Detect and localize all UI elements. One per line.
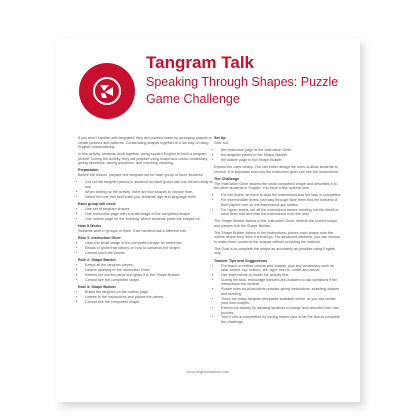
- list-item: • For higher levels, cut off the instructions before handing out the sheet or have them fold and hide the instructions from the start.: [221, 208, 342, 217]
- list-item: • For intermediate levels, part way through have them fold the bottoms of their papers over so the instructions are hidden.: [221, 198, 342, 207]
- list-item: • Cannot touch the pieces.: [85, 251, 218, 256]
- role3-list: [78, 290, 218, 304]
- list-item: • There are many tangram templates available online, or you can create your own shapes.: [221, 297, 342, 306]
- worksheet-header: [56, 38, 360, 130]
- list-item: • Pre-teach or review colours and shapes, plus key vocabulary such as side, corner, top, bottom, left, right, next to, under and above.: [221, 264, 342, 273]
- left-column: [78, 136, 218, 307]
- setup-list: [214, 148, 342, 162]
- banker-text: The Shape Banker listens to the Instruction Giver, selects the correct shape and passes it to the Shape Builder.: [214, 219, 338, 228]
- how-it-works-heading: How It Works: [78, 223, 102, 228]
- role1-heading: Role 1: Instruction Giver: [78, 235, 121, 240]
- setup-after-text: Explain the roles clearly. You can either assign the roles or allow students to choose. It is important that only the instruction giver can see the instructions.: [214, 165, 339, 174]
- page-subtitle: Speaking Through Shapes: Puzzle Game Challenge: [146, 75, 339, 106]
- list-item: • the outline page to the Shape Builder.: [221, 158, 342, 163]
- list-item: • For low levels, let them to read the instructions and the task is completed.: [221, 193, 342, 198]
- list-item: • When setting up the activity, there are four shapes to choose from.: [85, 190, 218, 195]
- list-item: • the instruction page to the Instruction Giver: [221, 148, 342, 153]
- list-item: • Reads or gives instructions on how to construct the shape.: [85, 246, 218, 251]
- list-item: • Keeps all the tangram pieces.: [85, 263, 218, 268]
- intro-paragraph: In this activity, students work together, using spoken English to build a tangram picture. During the activity, they will practise using shape and colour vocabulary, giving directions, asking questions, and checking meaning.: [78, 152, 209, 166]
- tangram-logo-icon: [89, 73, 125, 109]
- role1-list: [78, 241, 218, 255]
- footer-url: shop.englishinaction.com: [186, 370, 230, 374]
- list-item: • Cannot see the completed shape.: [85, 278, 218, 283]
- challenge-list: [214, 193, 342, 216]
- list-item: • Cannot see the completed shape.: [85, 300, 218, 305]
- list-item: • Select the one that best suits your students' age and language level.: [85, 195, 218, 200]
- how-it-works-text: Students work in groups of three. Each student has a different role.: [78, 228, 188, 233]
- list-item: • Listens to the instructions and places the pieces.: [85, 295, 218, 300]
- preparation-list: [78, 180, 218, 199]
- preparation-text: Before the lesson, prepare one tangram set for each group of three students.: [78, 173, 204, 178]
- tips-heading: Teacher Tips and Suggestions: [214, 258, 268, 263]
- role3-heading: Role 3: Shape Builder: [78, 284, 117, 289]
- list-item: • Builds the tangram on the outline page.: [85, 290, 218, 295]
- group-needs-list: [78, 207, 218, 221]
- list-item: • During the task, encourage bankers and builders to ask questions if the instructions are unclear.: [221, 278, 342, 287]
- role2-list: [78, 263, 218, 282]
- group-needs-heading: Each group will need:: [78, 201, 117, 206]
- list-item: • Uses the small image of the completed shape for reference.: [85, 241, 218, 246]
- list-item: • Rotate roles so all students practise giving instructions, selecting shapes and building.: [221, 287, 342, 296]
- right-column: [214, 136, 342, 327]
- list-item: • Turn it into a competition by having teams race to be the first to complete the challenge.: [221, 315, 342, 324]
- list-item: • Selects the correct piece and gives it to the Shape Builder.: [85, 273, 218, 278]
- list-item: • Listens carefully to the Instruction Giver.: [85, 268, 218, 273]
- brand-logo-icon: [79, 63, 135, 119]
- list-item: • Cut out the tangram pieces in advance so each group has one full set ready to use.: [85, 180, 218, 189]
- list-item: • Use instruments to model the activity first.: [221, 273, 342, 278]
- intro-paragraph: If you aren't familiar with tangrams, they are puzzles made by arranging shapes to create pictures and patterns. Constructing shapes together is a fun way of using English collaboratively.: [78, 136, 212, 149]
- setup-heading: Set Up: [214, 136, 226, 140]
- list-item: • One instruction page with a small image of the completed shape: [85, 212, 218, 217]
- challenge-text: The Instruction Giver studies the small completed shape and describes it to the other students in English. You have a few options here:: [214, 181, 337, 191]
- page-title: Tangram Talk: [146, 53, 255, 72]
- tips-list: [214, 264, 342, 325]
- list-item: • Extend the activity by allowing students to design and describe their own puzzles.: [221, 306, 342, 315]
- setup-text: Give out:: [214, 141, 229, 146]
- worksheet-page: [56, 38, 360, 402]
- goal-text: The Goal is to complete the shape as accurately as possible using English only.: [214, 246, 336, 256]
- builder-text: The Shape Builder listens to the instructions, places each shape onto the outline where they think it should go. For advanced students, you can choose to make them construct the shapes without providing the outlines.: [214, 230, 341, 244]
- list-item: • One outline page for the 'building' where students place the shapes on.: [85, 217, 218, 222]
- role2-heading: Role 2: Shape Banker: [78, 257, 116, 262]
- preparation-heading: Preparation: [78, 168, 99, 173]
- list-item: • the tangram pieces to the Shape Banker: [221, 153, 342, 158]
- list-item: • One set of tangram shapes: [85, 207, 218, 212]
- challenge-heading: The Challenge: [214, 176, 240, 181]
